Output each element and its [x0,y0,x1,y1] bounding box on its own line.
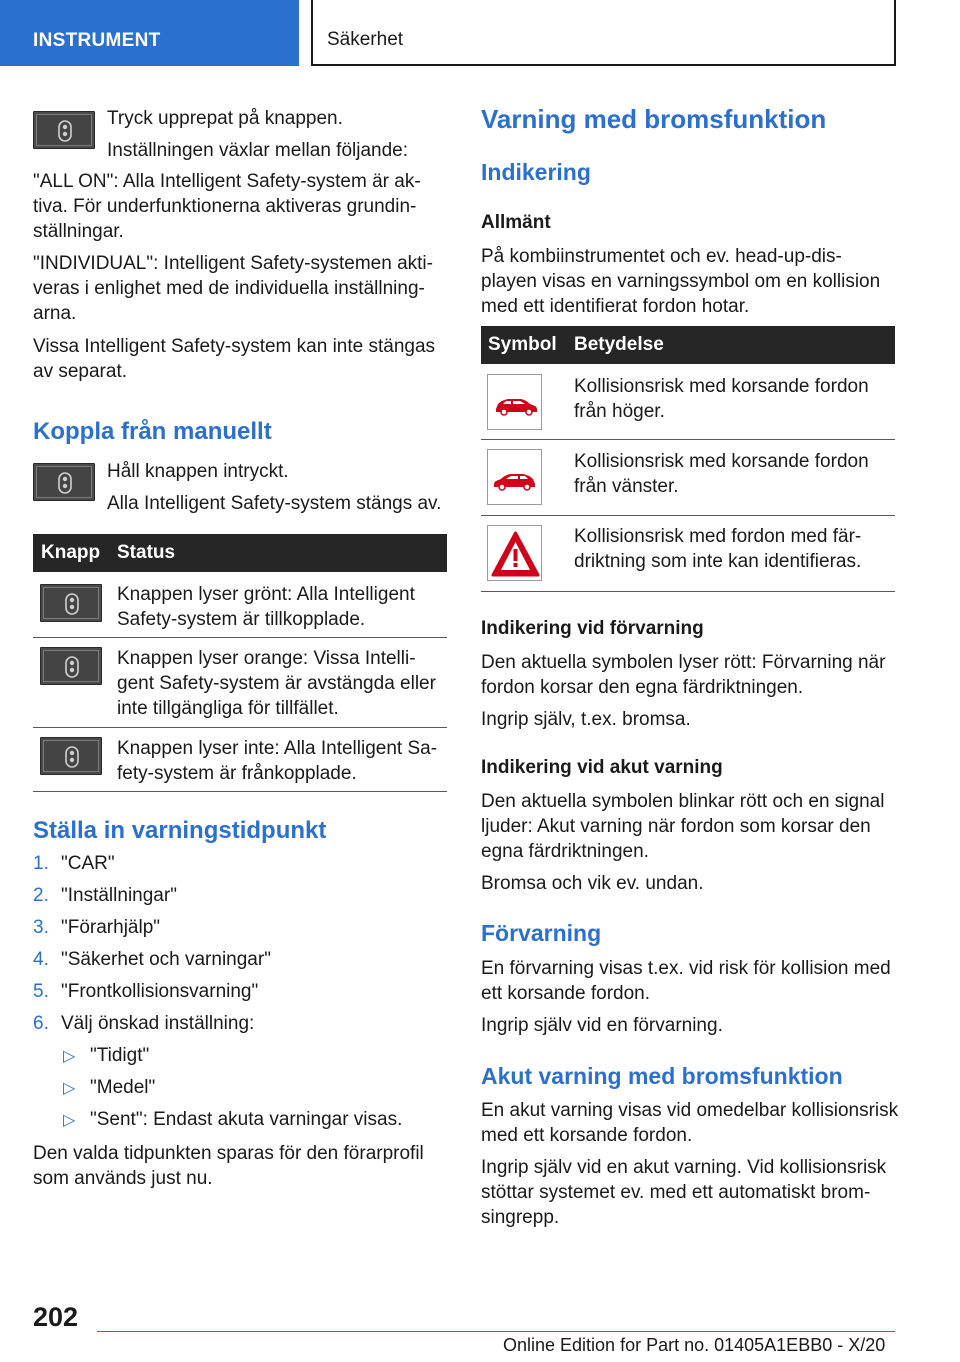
heading-indication: Indikering [481,159,591,185]
intro-line: Inställningen växlar mellan följande: [107,140,409,161]
safety-button-icon [40,584,102,622]
table-cell: gent Safety-system är avstängda eller [117,673,436,694]
step-number: 2. [33,885,49,906]
closing-line: Den valda tidpunkten sparas för den förarprofil [33,1143,424,1164]
sub-option: "Medel" [90,1077,156,1098]
sub-bullet-icon: ▷ [63,1080,76,1097]
paragraph-line: På kombiinstrumentet och ev. head-up-dis- [481,246,842,267]
table-col-symbol: Symbol [488,334,557,355]
sub-bullet-icon: ▷ [63,1112,76,1129]
table-col-status: Status [117,542,176,563]
paragraph-line: "ALL ON": Alla Intelligent Safety-system är ak- [33,171,421,192]
paragraph-line: Ingrip själv vid en förvarning. [481,1015,723,1036]
step-text: "Förarhjälp" [61,917,161,938]
table-cell: Knappen lyser inte: Alla Intelligent Sa- [117,738,438,759]
closing-line: som används just nu. [33,1168,213,1189]
table-cell: Kollisionsrisk med korsande fordon [574,451,869,472]
heading-manual-off: Koppla från manuellt [33,418,272,445]
paragraph-line: En förvarning visas t.ex. vid risk för kollision med [481,958,891,979]
table-cell: fety-system är frånkopplade. [117,763,357,784]
step-text: "Säkerhet och varningar" [61,949,271,970]
paragraph-line: arna. [33,303,77,324]
paragraph-line: playen visas en varningssymbol om en kollision [481,271,881,292]
table-divider [481,591,895,592]
table-divider [33,791,447,792]
intro-line: Tryck upprepat på knappen. [107,108,343,129]
paragraph-line: En akut varning visas vid omedelbar kollisionsrisk [481,1100,899,1121]
step-number: 5. [33,981,49,1002]
table-col-meaning: Betydelse [574,334,664,355]
table-cell: från vänster. [574,476,679,497]
paragraph-line: Ingrip själv, t.ex. bromsa. [481,709,691,730]
paragraph-line: Vissa Intelligent Safety-system kan inte stängas [33,336,436,357]
paragraph-line: Den aktuella symbolen blinkar rött och en signal [481,791,885,812]
paragraph-line: "INDIVIDUAL": Intelligent Safety-systemen akti- [33,253,433,274]
table-cell: Kollisionsrisk med fordon med fär- [574,526,862,547]
step-number: 4. [33,949,49,970]
step-number: 3. [33,917,49,938]
paragraph-line: Den aktuella symbolen lyser rött: Förvarning när [481,652,886,673]
heading-set-warning-time: Ställa in varningstidpunkt [33,817,327,844]
sub-option: "Tidigt" [90,1045,150,1066]
table-cell: Knappen lyser orange: Vissa Intelli- [117,648,416,669]
header-section-tab [0,0,299,66]
table-cell: Knappen lyser grönt: Alla Intelligent [117,584,415,605]
manual-line: Håll knappen intryckt. [107,461,289,482]
table-divider [33,727,447,728]
paragraph-line: med ett korsande fordon. [481,1125,693,1146]
paragraph-line: Bromsa och vik ev. undan. [481,873,704,894]
step-text: Välj önskad inställning: [61,1013,255,1034]
table-divider [481,439,895,440]
table-col-knapp: Knapp [41,542,101,563]
table-cell: från höger. [574,401,665,422]
heading-warning-brake: Varning med bromsfunktion [481,104,827,134]
page-number: 202 [33,1302,79,1332]
manual-line: Alla Intelligent Safety-system stängs av. [107,493,442,514]
heading-acute-indication: Indikering vid akut varning [481,757,723,778]
header-subsection-box [311,0,896,66]
header-section-label: INSTRUMENT [33,30,161,51]
table-cell: inte tillgängliga för tillfället. [117,698,339,719]
paragraph-line: ett korsande fordon. [481,983,650,1004]
warning-triangle-icon [487,525,542,581]
paragraph-line: med ett identifierat fordon hotar. [481,296,750,317]
heading-prewarning-indication: Indikering vid förvarning [481,618,704,639]
paragraph-line: singrepp. [481,1207,560,1228]
footer-edition: Online Edition for Part no. 01405A1EBB0 - X/20 [503,1335,886,1355]
safety-button-icon [40,647,102,685]
safety-button-icon [40,737,102,775]
paragraph-line: ställningar. [33,221,124,242]
heading-acute-warning-brake: Akut varning med bromsfunktion [481,1063,843,1089]
step-number: 1. [33,853,49,874]
header-subsection-label: Säkerhet [327,29,404,50]
table-cell: Safety-system är tillkopplade. [117,609,366,630]
step-text: "Frontkollisionsvarning" [61,981,259,1002]
heading-prewarning: Förvarning [481,920,602,946]
table-divider [33,637,447,638]
car-right-icon [487,374,542,430]
paragraph-line: veras i enlighet med de individuella inställning- [33,278,425,299]
paragraph-line: tiva. För underfunktionerna aktiveras grundin- [33,196,417,217]
car-left-icon [487,449,542,505]
footer-divider [97,1331,895,1332]
button-status-table-header [33,534,447,572]
paragraph-line: av separat. [33,361,127,382]
heading-general: Allmänt [481,212,551,233]
table-cell: Kollisionsrisk med korsande fordon [574,376,869,397]
step-text: "CAR" [61,853,115,874]
paragraph-line: Ingrip själv vid en akut varning. Vid kollisionsrisk [481,1157,887,1178]
symbol-table-header [481,326,895,364]
paragraph-line: stöttar systemet ev. med ett automatiskt brom- [481,1182,871,1203]
paragraph-line: egna färdriktningen. [481,841,649,862]
sub-bullet-icon: ▷ [63,1048,76,1065]
table-cell: driktning som inte kan identifieras. [574,551,862,572]
step-number: 6. [33,1013,49,1034]
safety-button-icon [33,111,95,149]
paragraph-line: ljuder: Akut varning när fordon som korsar den [481,816,871,837]
table-divider [481,515,895,516]
sub-option: "Sent": Endast akuta varningar visas. [90,1109,403,1130]
step-text: "Inställningar" [61,885,177,906]
safety-button-icon [33,463,95,501]
paragraph-line: fordon korsar den egna färdriktningen. [481,677,804,698]
